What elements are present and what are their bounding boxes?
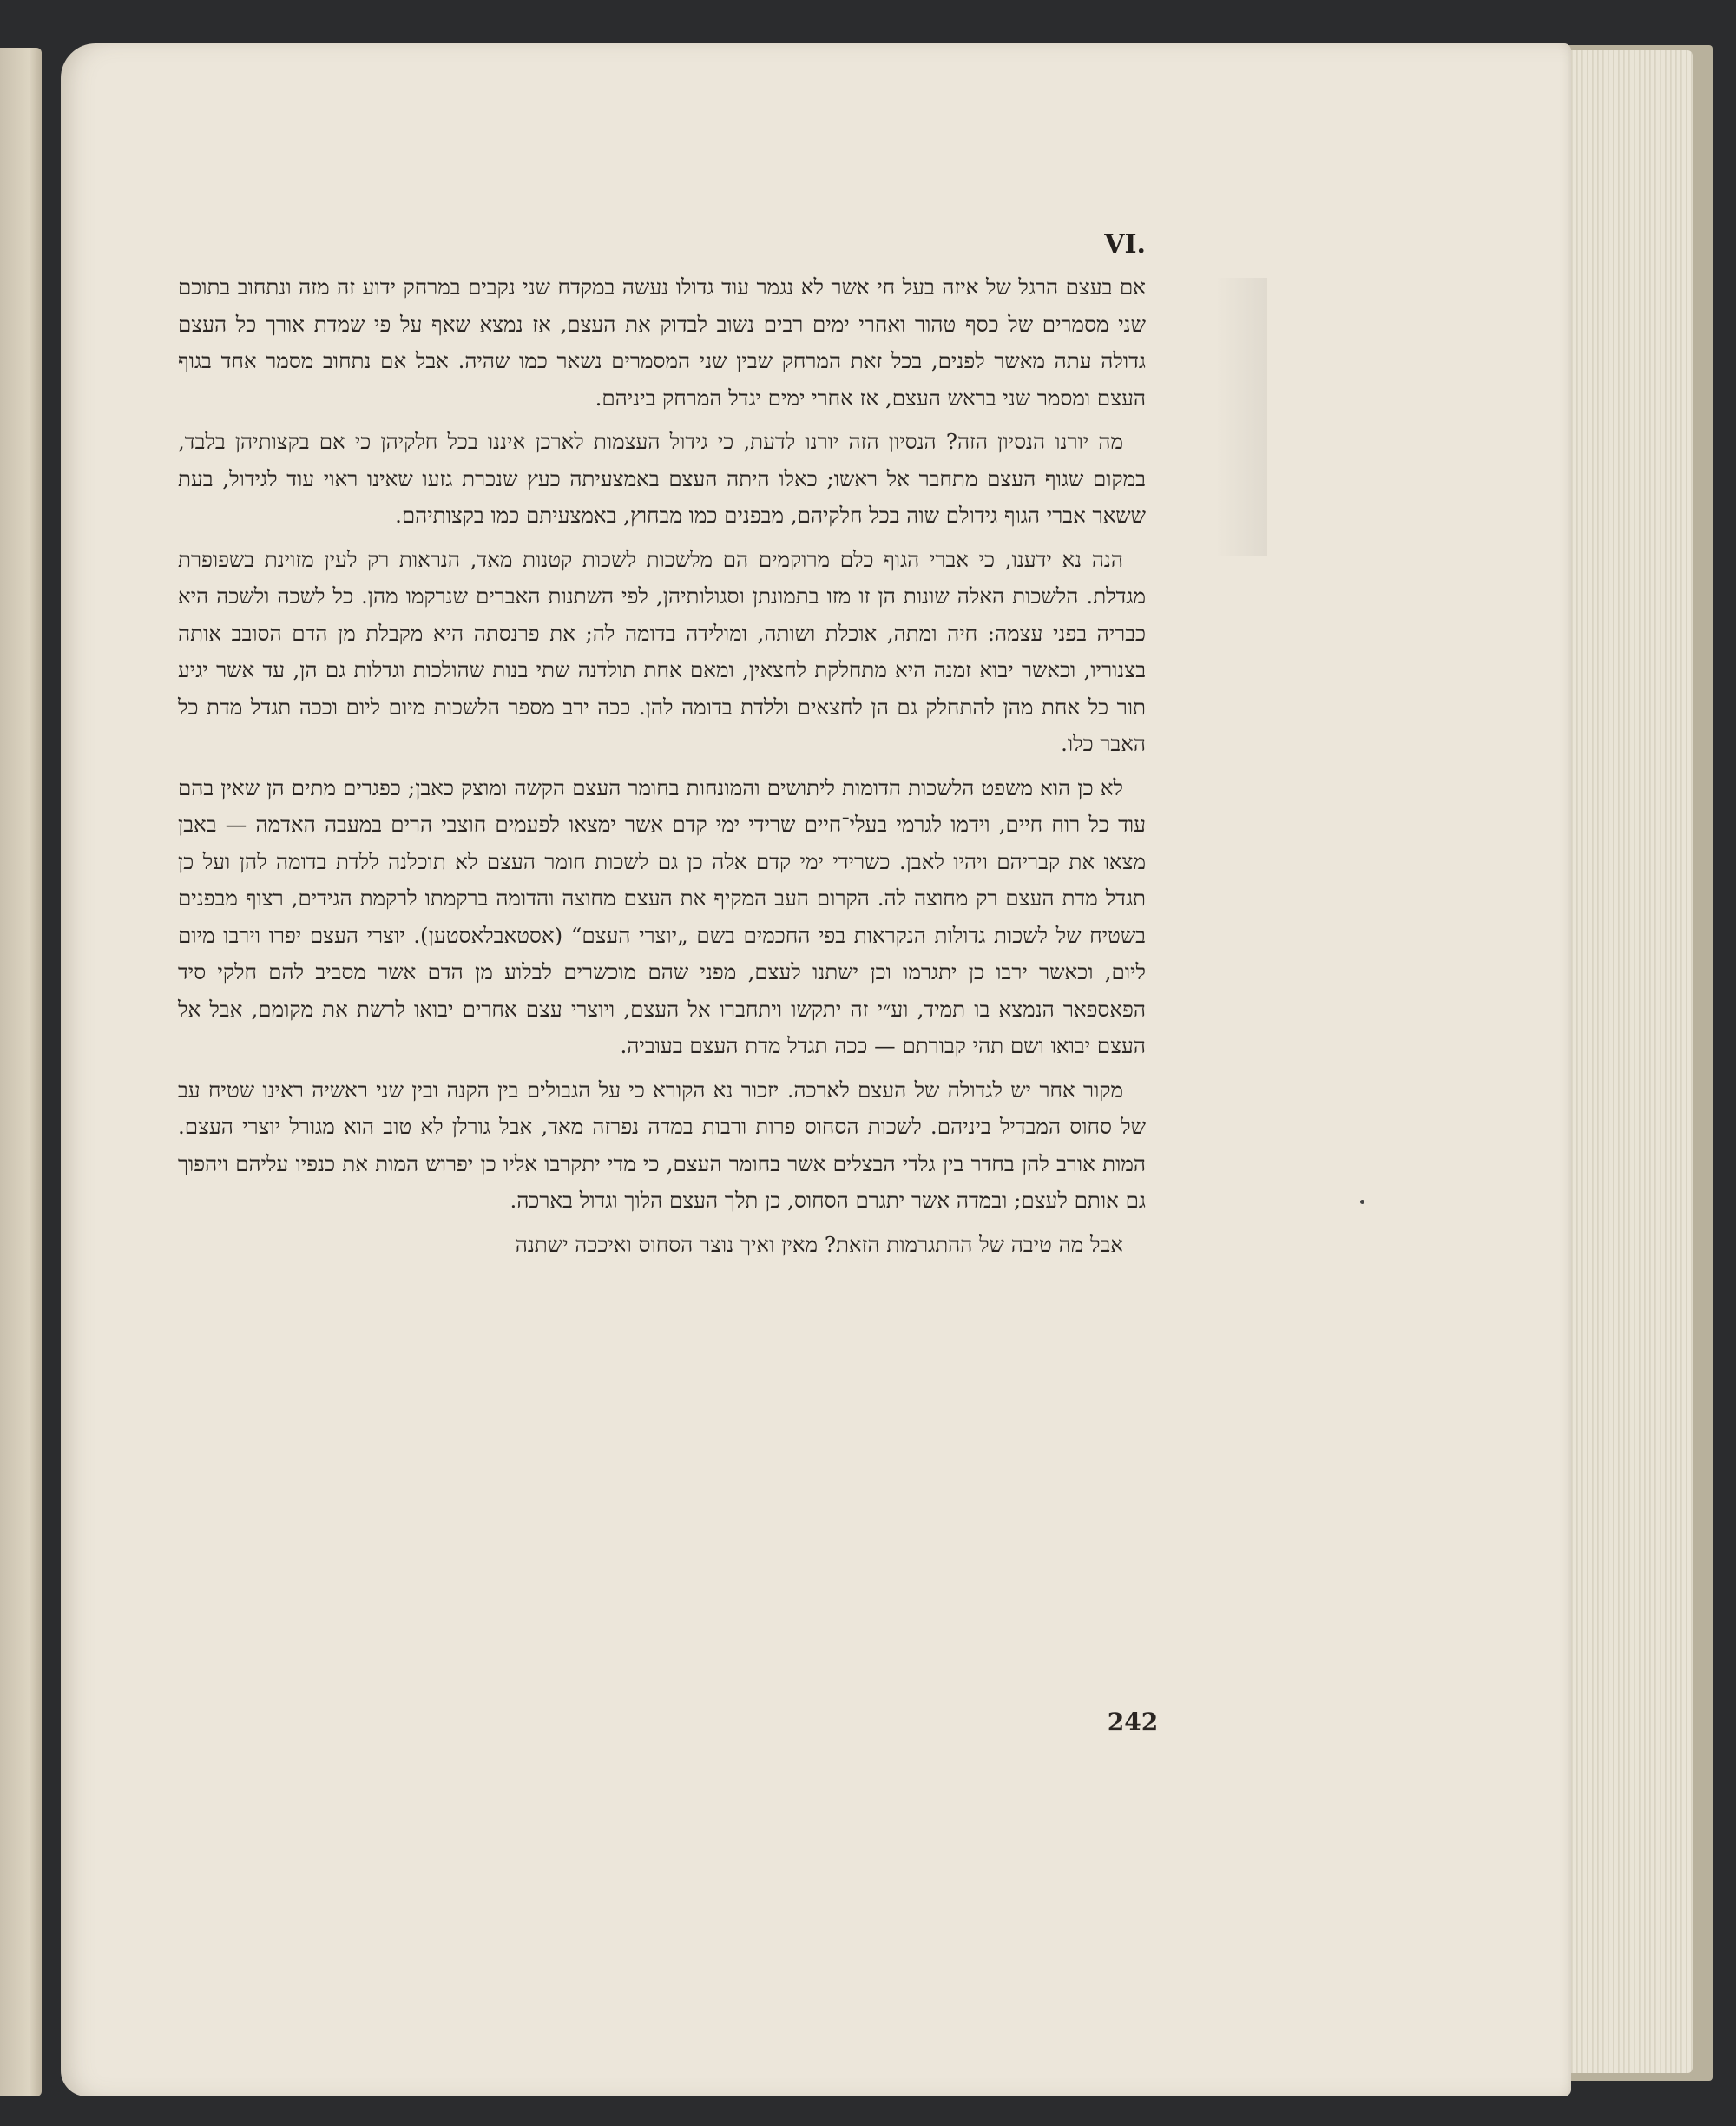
show-through bbox=[1215, 278, 1267, 556]
chapter-heading: VI. bbox=[1104, 229, 1146, 260]
left-page-edge bbox=[0, 48, 42, 2096]
paragraph: הנה נא ידענו, כי אברי הגוף כלם מרוקמים הם מלשכות לשכות קטנות מאד, הנראות רק לעין מזוינת בשפופרת מגדלת. הלשכות האלה שונות הן זו מזו בתמונתן וסגולותיהן, לפי השתנות האברים שנרקמו מהן. כל לשכה ולשכה היא כבריה בפני עצמה: חיה ומתה, אוכלת ושותה, ומולידה בדומה לה; את פרנסתה היא מקבלת מן הדם הסובב אותה בצנוריו, וכאשר יבוא זמנה היא מתחלקת לחצאין, ומאם אחת תולדנה שתי בנות שהולכות וגדלות גם הן, עד אשר יגיע תור כל אחת מהן להתחלק גם הן לחצאים וללדת בדומה להן. ככה ירב מספר הלשכות מיום ליום וככה תגדל מדת כל האבר כלו. bbox=[178, 546, 1146, 756]
paragraph: לא כן הוא משפט הלשכות הדומות ליתושים והמונחות בחומר העצם הקשה ומוצק כאבן; כפגרים מתים הן שאין בהם עוד כל רוח חיים, וידמו לגרמי בעלי־חיים שרידי ימי קדם אשר ימצאו לפעמים חוצבי הרים במעבה האדמה — באבן מצאו את קבריהם ויהיו לאבן. כשרידי ימי קדם אלה כן גם לשכות חומר העצם לא תוכלנה ללדת בדומה להן ועל כן תגדל מדת העצם רק מחוצה לה. הקרום העב המקיף את העצם מחוצה והדומה ברקמתו לרקמת הגידים, רצוף מבפנים בשטיח של לשכות גדולות הנקראות בפי החכמים בשם „יוצרי העצם“ (אסטאבלאסטען). יוצרי העצם יפרו וירבו מיום ליום, וכאשר ירבו כן יתגרמו וכן ישתנו לעצם, מפני שהם מוכשרים לבלוע מן הדם אשר מסביב להם חלקי סיד הפאספאר הנמצא בו תמיד, וע״י זה יתקשו ויתחברו אל העצם, ויוצרי עצם אחרים יבואו לרשת את מקומם, אבל אל העצם יבואו ושם תהי קבורתם — ככה תגדל מדת העצם בעוביה. bbox=[178, 774, 1146, 1058]
paragraph: מקור אחר יש לגדולה של העצם לארכה. יזכור נא הקורא כי על הגבולים בין הקנה ובין שני ראשיה ראינו שטיח עב של סחוס המבדיל ביניהם. לשכות הסחוס פרות ורבות במדה נפרזה מאד, אבל גורלן לא טוב הוא מגורל יוצרי העצם. המות אורב להן בחדר בין גלדי הבצלים אשר בחומר העצם, כי מדי יתקרבו אליו כן יפרוש המות את כנפיו עליהם ויהפוך גם אותם לעצם; ובמדה אשר יתגרם הסחוס, כן תלך העצם הלוך וגדול בארכה. bbox=[178, 1076, 1146, 1213]
ink-speck bbox=[1360, 1200, 1364, 1204]
page-number: 242 bbox=[1107, 1708, 1159, 1736]
paragraph: אם בעצם הרגל של איזה בעל חי אשר לא נגמר עוד גדולו נעשה במקדח שני נקבים במרחק ידוע זה מזה ונתחוב בתוכם שני מסמרים של כסף טהור ואחרי ימים רבים נשוב לבדוק את העצם, אז נמצא שאף על פי שמדת אורך כל העצם גדולה עתה מאשר לפנים, בכל זאת המרחק שבין שני המסמרים נשאר כמו שהיה. אבל אם נתחוב מסמר אחד בגוף העצם ומסמר שני בראש העצם, אז אחרי ימים יגדל המרחק ביניהם. bbox=[178, 274, 1146, 411]
page-text bbox=[178, 226, 1146, 1719]
paragraph: מה יורנו הנסיון הזה? הנסיון הזה יורנו לדעת, כי גידול העצמות לארכן איננו בכל חלקיהן כי אם בקצותיהן בלבד, במקום שגוף העצם מתחבר אל ראשו; כאלו היתה העצם באמצעיתה כעץ שנכרת גזעו שאינו ראוי עוד לגידול, בעת ששאר אברי הגוף גידולם שוה בכל חלקיהם, מבפנים כמו מבחוץ, באמצעיתם כמו בקצותיהם. bbox=[178, 429, 1146, 528]
paragraph: אבל מה טיבה של ההתגרמות הזאת? מאין ואיך נוצר הסחוס ואיככה ישתנה bbox=[515, 1231, 1123, 1257]
